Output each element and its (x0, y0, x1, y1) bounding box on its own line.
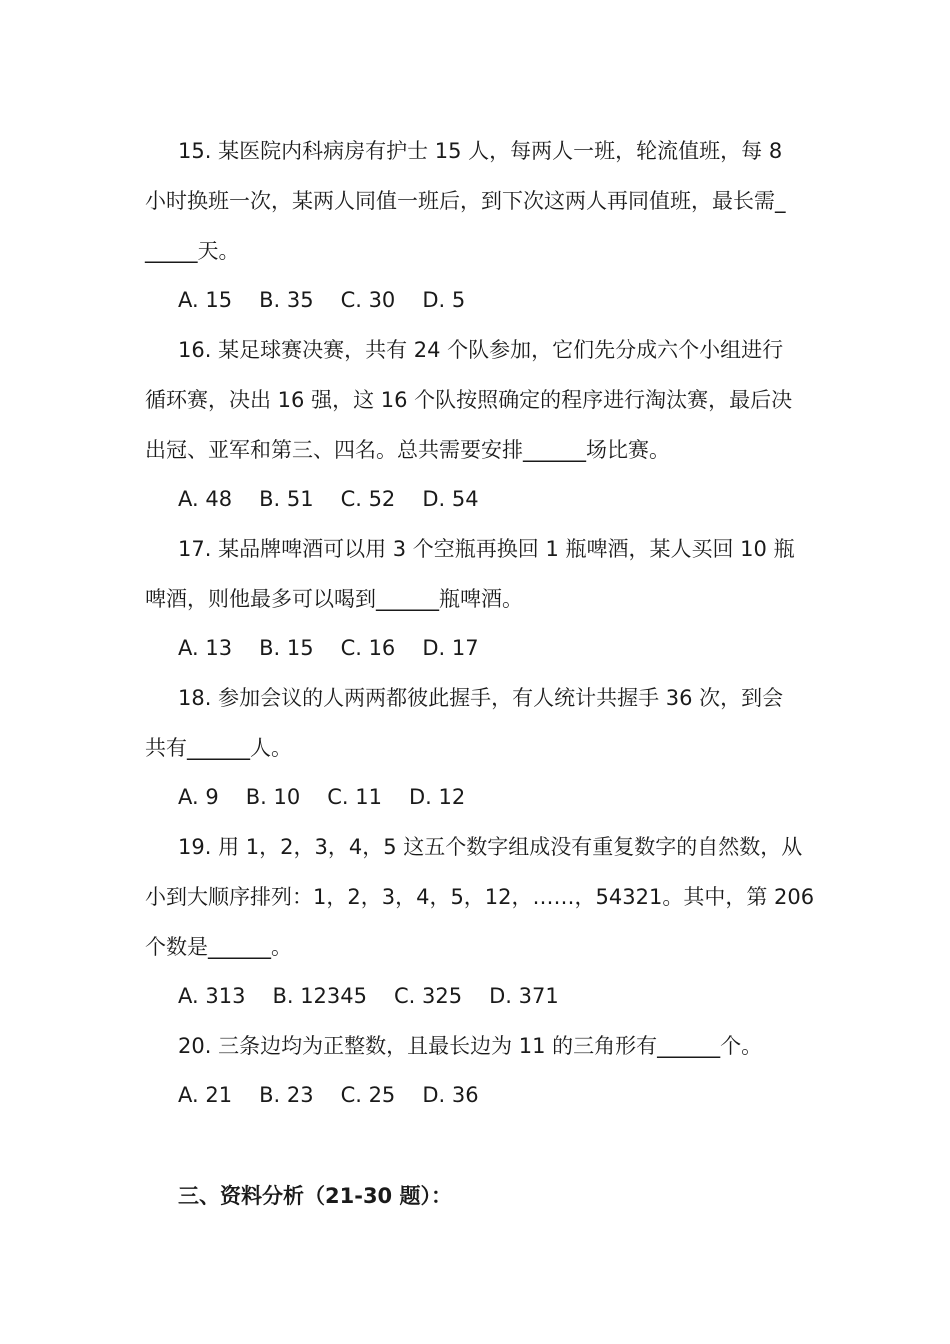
q16-options (178, 484, 479, 514)
q19-option-c: C. 325 (394, 984, 463, 1008)
q20-options (178, 1080, 479, 1110)
q15-line-1: 15. 某医院内科病房有护士 15 人，每两人一班，轮流值班，每 8 (178, 139, 783, 163)
q18-option-b: B. 10 (245, 785, 301, 809)
q15-option-c: C. 30 (340, 288, 396, 312)
q18-line-2: 共有______人。 (145, 736, 292, 760)
q15-option-b: B. 35 (259, 288, 314, 312)
q19-option-a: A. 313 (178, 984, 246, 1008)
q20-option-a: A. 21 (178, 1083, 233, 1107)
q17-option-c: C. 16 (340, 636, 396, 660)
q15-line-2: 小时换班一次，某两人同值一班后，到下次这两人再同值班，最长需_ (145, 189, 786, 213)
q15-option-a: A. 15 (178, 288, 233, 312)
q16-line-3: 出冠、亚军和第三、四名。总共需要安排______场比赛。 (145, 438, 670, 462)
q16-option-d: D. 54 (422, 487, 479, 511)
q18-options (178, 782, 465, 812)
q16-option-b: B. 51 (259, 487, 314, 511)
q17-option-d: D. 17 (422, 636, 479, 660)
q16-option-a: A. 48 (178, 487, 233, 511)
q19-line-1: 19. 用 1，2，3，4，5 这五个数字组成没有重复数字的自然数，从 (178, 835, 803, 859)
q20-option-d: D. 36 (422, 1083, 479, 1107)
q17-option-a: A. 13 (178, 636, 233, 660)
q20-option-b: B. 23 (259, 1083, 314, 1107)
q16-line-2: 循环赛，决出 16 强，这 16 个队按照确定的程序进行淘汰赛，最后决 (145, 388, 793, 412)
q18-option-a: A. 9 (178, 785, 219, 809)
q19-option-b: B. 12345 (272, 984, 367, 1008)
q17-options (178, 633, 479, 663)
q16-option-c: C. 52 (340, 487, 396, 511)
q17-line-1: 17. 某品牌啤酒可以用 3 个空瓶再换回 1 瓶啤酒，某人买回 10 瓶 (178, 537, 795, 561)
q17-option-b: B. 15 (259, 636, 314, 660)
q18-option-c: C. 11 (327, 785, 382, 809)
q20-option-c: C. 25 (340, 1083, 396, 1107)
q19-options (178, 981, 559, 1011)
q19-option-d: D. 371 (489, 984, 559, 1008)
q19-line-2: 小到大顺序排列：1，2，3，4，5，12，……，54321。其中，第 206 (145, 885, 815, 909)
q17-line-2: 啤酒，则他最多可以喝到______瓶啤酒。 (145, 587, 523, 611)
q15-line-3: _____天。 (145, 239, 240, 263)
q16-line-1: 16. 某足球赛决赛，共有 24 个队参加，它们先分成六个小组进行 (178, 338, 784, 362)
q20-line-1: 20. 三条边均为正整数，且最长边为 11 的三角形有______个。 (178, 1034, 763, 1058)
q15-options (178, 285, 465, 315)
q18-option-d: D. 12 (408, 785, 466, 809)
q18-line-1: 18. 参加会议的人两两都彼此握手，有人统计共握手 36 次，到会 (178, 686, 784, 710)
q15-option-d: D. 5 (422, 288, 466, 312)
q19-line-3: 个数是______。 (145, 935, 292, 959)
section-heading: 三、资料分析（21-30 题）： (178, 1184, 452, 1208)
